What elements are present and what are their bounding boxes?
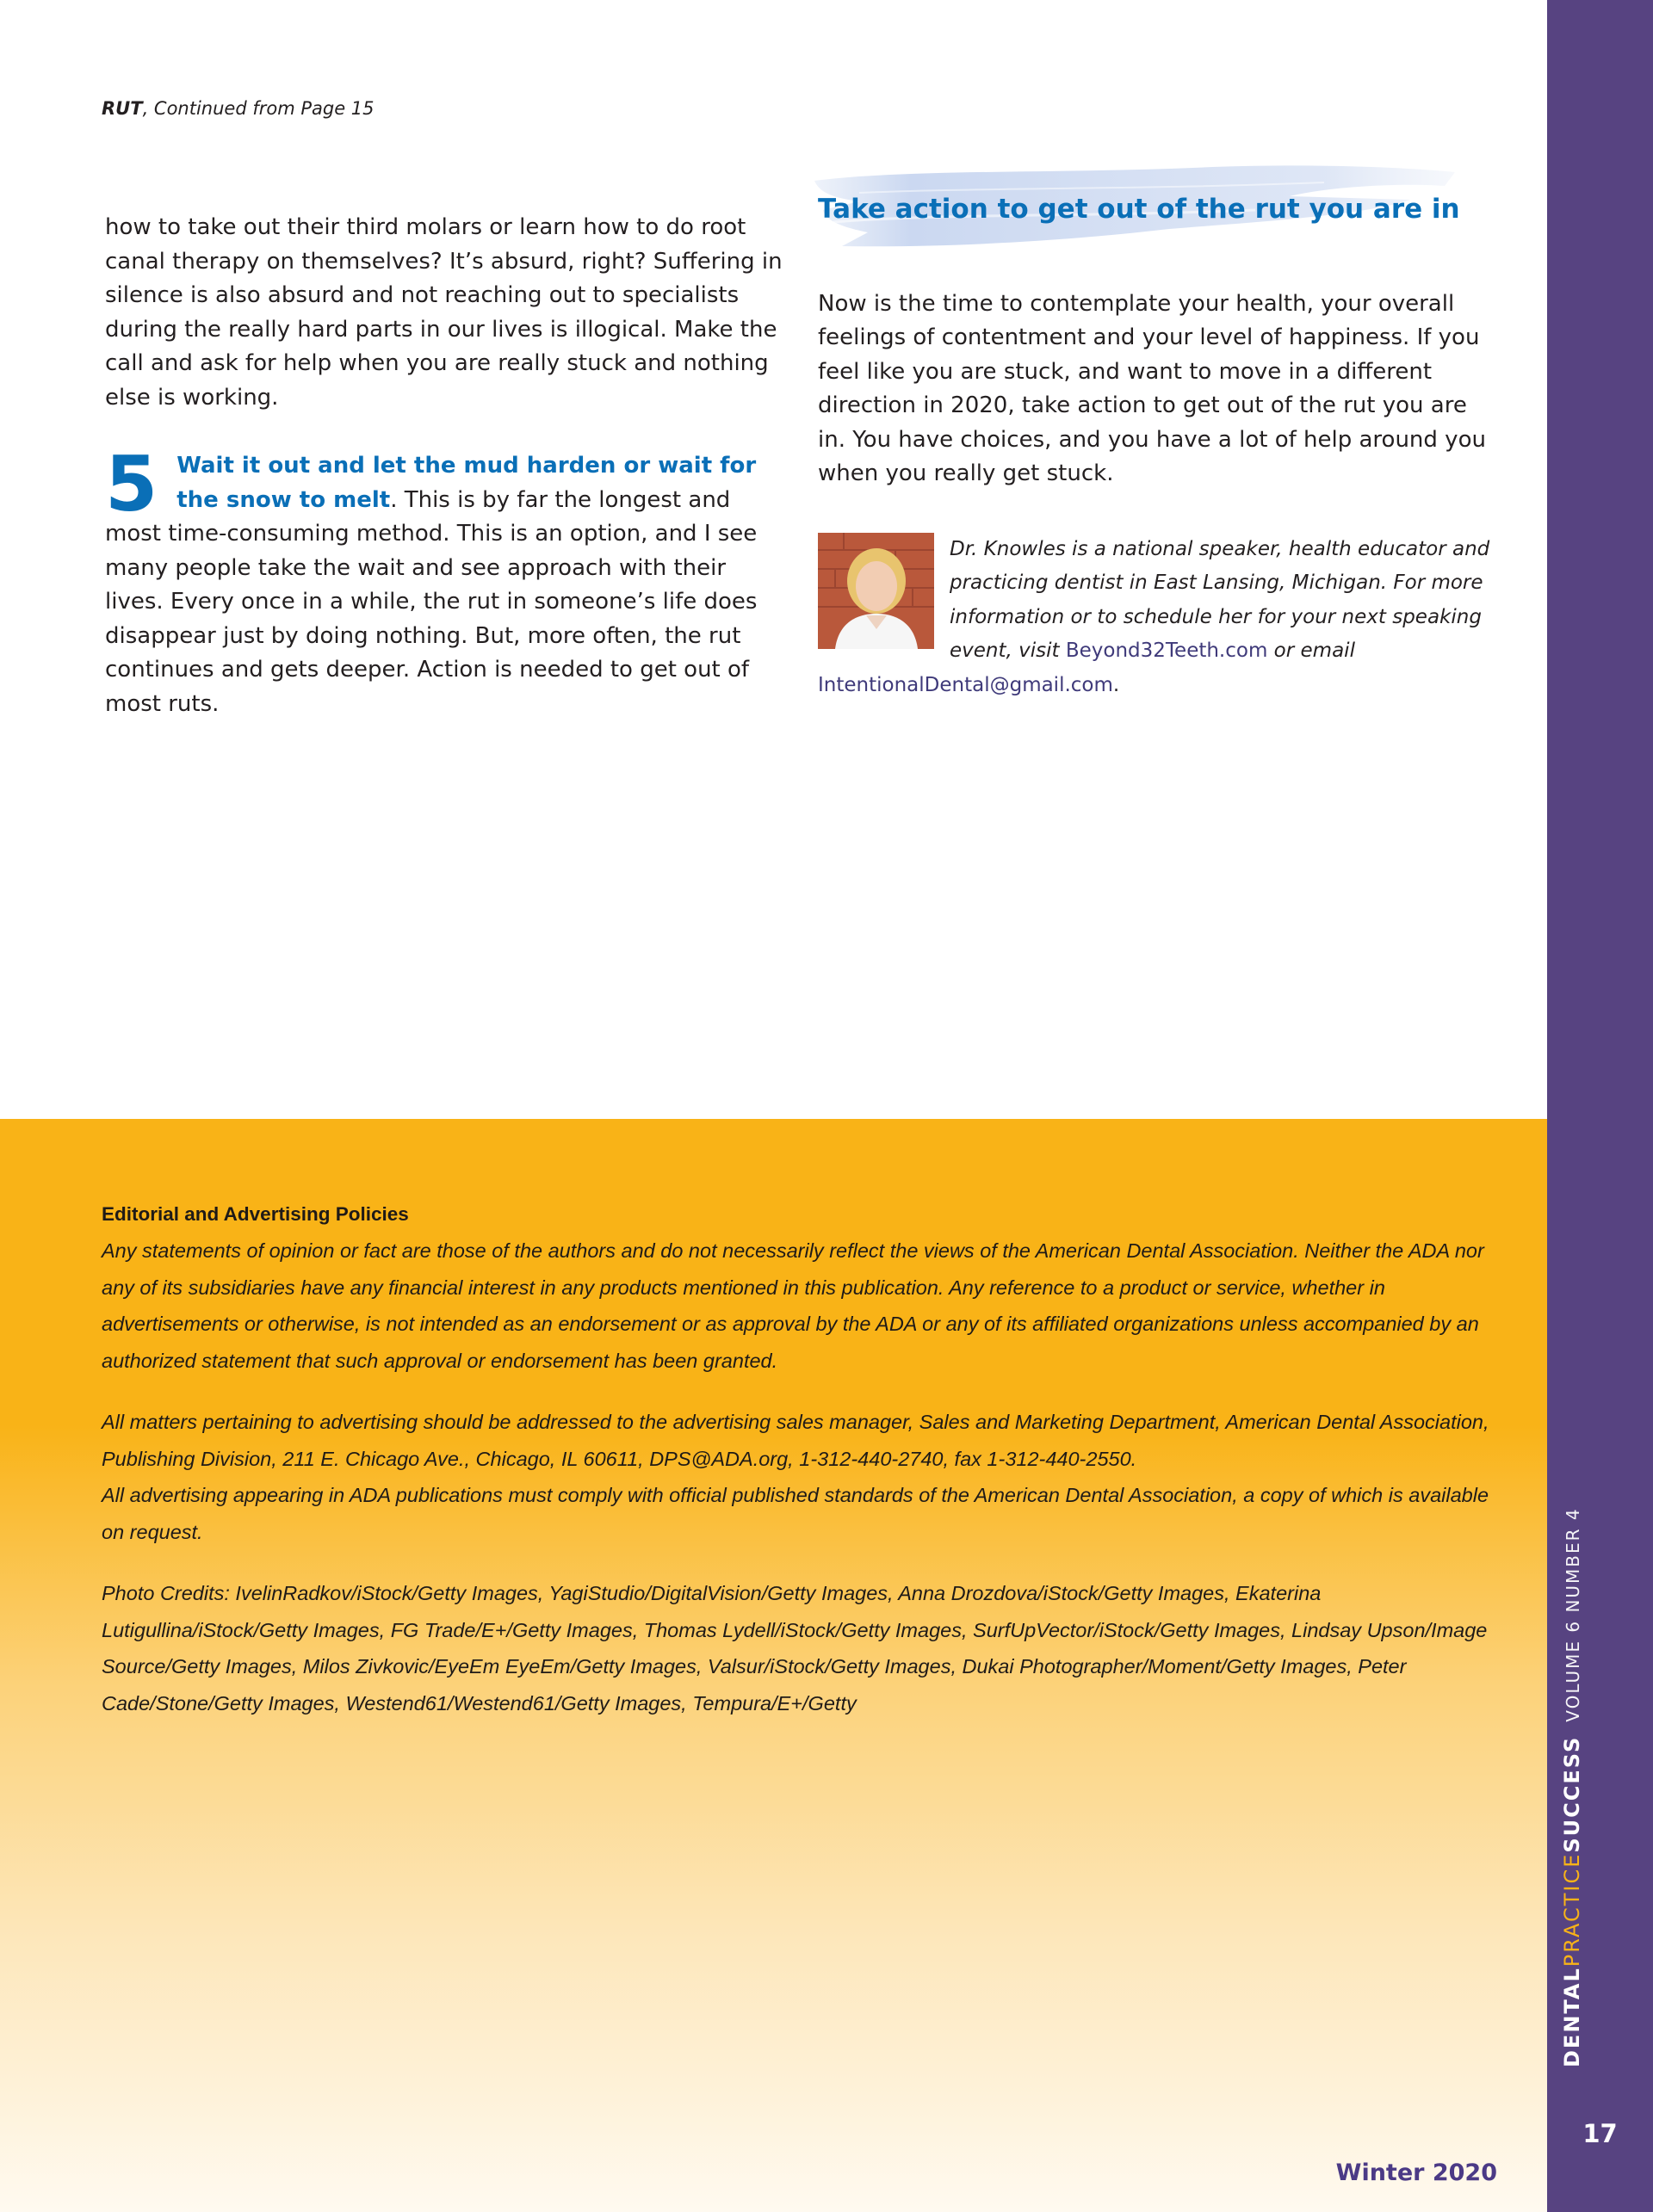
section-heading: Take action to get out of the rut you are in	[818, 194, 1460, 225]
right-paragraph: Now is the time to contemplate your health, your overall feelings of contentment and your level of happiness. If you feel like you are stuck, and want to move in a different direction in 2020, take action to get out of the rut you are in. You have choices, and you have a lot of help around you when you really get stuck.	[818, 290, 1486, 486]
item-number: 5	[105, 440, 158, 528]
spine-volume: VOLUME 6 NUMBER 4	[1563, 1507, 1583, 1722]
spine-dental: DENTAL	[1560, 1967, 1584, 2067]
author-photo	[818, 533, 934, 649]
spine-title	[1555, 1465, 1589, 2067]
policies-paragraph-3: All advertising appearing in ADA publications must comply with official published standards of the American Dental Association, a copy of which is available on request.	[102, 1484, 1489, 1543]
bio-end: .	[1112, 673, 1120, 696]
left-column	[105, 211, 789, 721]
policies-band	[0, 1119, 1547, 2212]
policies-paragraph-2: All matters pertaining to advertising should be addressed to the advertising sales manager, Sales and Marketing Department, American Dental Association, Publishing Division, 211 E. Chicago Ave., Chicago, IL 60611, DPS@ADA.org, 1-312-440-2740, fax 1-312-440-2550.	[102, 1411, 1489, 1470]
policies-title: Editorial and Advertising Policies	[102, 1203, 409, 1225]
item-lead: Wait it out and let the mud harden or wait for the snow to melt	[176, 453, 757, 513]
running-head-title: RUT	[102, 98, 143, 119]
running-head	[102, 98, 375, 119]
website-link[interactable]: Beyond32Teeth.com	[1065, 640, 1268, 662]
bio-sentence: Dr. Knowles is a national speaker, health educator and practicing dentist in East Lansing, Michigan. For more information or to schedule her for your next speaking event, visit	[950, 537, 1490, 662]
item-text: . This is by far the longest and most time-consuming method. This is an option, and I see many people take the wait and see approach with their lives. Every once in a while, the rut in someone’s life does disappear just by doing nothing. But, more often, the rut continues and gets deeper. Action is needed to get out of most ruts.	[105, 486, 758, 717]
email-link[interactable]: IntentionalDental@gmail.com	[818, 673, 1113, 696]
running-head-continued: , Continued from Page 15	[142, 98, 375, 119]
policies-section	[102, 1196, 1514, 1721]
page-number: 17	[1582, 2119, 1618, 2148]
right-column	[818, 169, 1498, 702]
left-paragraph-1: how to take out their third molars or learn how to do root canal therapy on themselves? It’s absurd, right? Suffering in silence is also absurd and not reaching out to specialists during the really hard parts in our lives is illogical. Make the call and ask for help when you are really stuck and nothing else is working.	[105, 214, 783, 411]
spine-success: SUCCESS	[1560, 1735, 1584, 1853]
policies-paragraph-1: Any statements of opinion or fact are those of the authors and do not necessarily reflect the views of the American Dental Association. Neither the ADA nor any of its subsidiaries have any financial interest in any products mentioned in this publication. Any reference to a product or service, whether in advertisements or otherwise, is not intended as an endorsement or as approval by the ADA or any of its affiliated organizations unless accompanied by an authorized statement that such approval or endorsement has been granted.	[102, 1239, 1484, 1372]
spine-practice: PRACTICE	[1560, 1852, 1584, 1968]
bio-mid: or email	[1267, 640, 1355, 662]
author-bio	[818, 533, 1498, 703]
photo-credits: Photo Credits: IvelinRadkov/iStock/Getty Images, YagiStudio/DigitalVision/Getty Images, Anna Drozdova/iStock/Getty Images, Ekaterina Lutigullina/iStock/Getty Images, FG Trade/E+/Getty Images, Thomas Lydell/iStock/Getty Images, SurfUpVector/iStock/Getty Images, Lindsay Upson/Image Source/Getty Images, Milos Zivkovic/EyeEm EyeEm/Getty Images, Valsur/iStock/Getty Images, Dukai Photographer/Moment/Getty Images, Peter Cade/Stone/Getty Images, Westend61/Westend61/Getty Images, Tempura/E+/Getty	[102, 1582, 1488, 1715]
numbered-item-5	[105, 440, 789, 721]
issue-date: Winter 2020	[1335, 2159, 1497, 2186]
